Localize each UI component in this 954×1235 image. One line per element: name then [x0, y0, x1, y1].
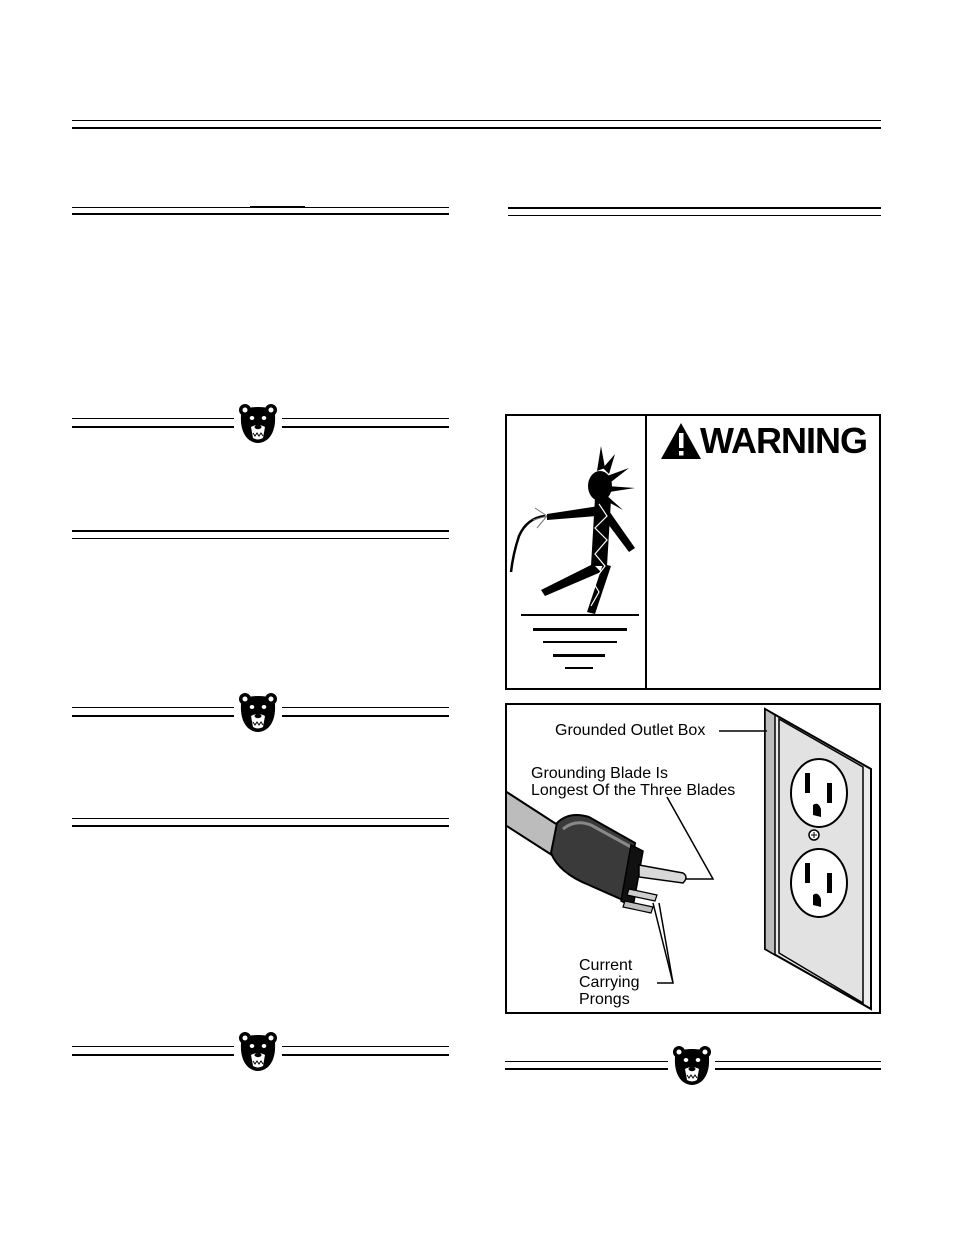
electrocution-figure-icon	[507, 416, 645, 688]
right-section-1-rule-upper	[508, 207, 881, 209]
bear-divider-4-rule-upper-left	[505, 1061, 668, 1062]
page-top-rule-lower	[72, 127, 881, 129]
label-current-prongs-line3: Prongs	[579, 991, 630, 1008]
bear-divider-1-rule-lower-left	[72, 426, 234, 428]
bear-head-icon	[672, 1045, 712, 1087]
left-section-3-rule-lower	[72, 825, 449, 827]
bear-divider-2-rule-lower-left	[72, 715, 234, 717]
warning-triangle-icon	[660, 422, 702, 460]
page-top-rule-upper	[72, 120, 881, 121]
left-section-1-rule-accent	[250, 206, 305, 207]
bear-head-icon	[238, 403, 278, 445]
bear-divider-2-rule-lower-right	[282, 715, 449, 717]
label-current-prongs-line1: Current	[579, 957, 633, 974]
left-section-1-rule-upper	[72, 207, 449, 208]
left-section-2-rule-upper	[72, 530, 449, 532]
bear-head-icon	[238, 1031, 278, 1073]
plug-outlet-illustration	[507, 705, 879, 1012]
bear-divider-4-rule-lower-right	[715, 1068, 881, 1070]
bear-divider-3-rule-upper-right	[282, 1046, 449, 1047]
label-current-prongs-line2: Carrying	[579, 974, 640, 991]
bear-divider-1-rule-lower-right	[282, 426, 449, 428]
bear-head-icon	[238, 692, 278, 734]
warning-heading: WARNING	[700, 420, 867, 461]
label-grounding-blade-line1: Grounding Blade Is	[531, 765, 668, 782]
label-grounding-blade-line2: Longest Of the Three Blades	[531, 782, 736, 799]
bear-divider-3-rule-lower-right	[282, 1054, 449, 1056]
warning-box	[505, 414, 881, 690]
bear-divider-1-rule-upper-left	[72, 418, 234, 419]
warning-box-divider	[645, 416, 647, 688]
bear-divider-2-rule-upper-right	[282, 707, 449, 708]
left-section-2-rule-lower	[72, 538, 449, 539]
bear-divider-4-rule-upper-right	[715, 1061, 881, 1062]
left-section-1-rule-lower	[72, 213, 449, 215]
bear-divider-4-rule-lower-left	[505, 1068, 668, 1070]
plug-outlet-figure	[505, 703, 881, 1014]
right-section-1-rule-lower	[508, 215, 881, 216]
bear-divider-3-rule-lower-left	[72, 1054, 234, 1056]
label-grounded-outlet-box: Grounded Outlet Box	[555, 722, 706, 739]
bear-divider-3-rule-upper-left	[72, 1046, 234, 1047]
left-section-3-rule-upper	[72, 818, 449, 819]
bear-divider-1-rule-upper-right	[282, 418, 449, 419]
bear-divider-2-rule-upper-left	[72, 707, 234, 708]
